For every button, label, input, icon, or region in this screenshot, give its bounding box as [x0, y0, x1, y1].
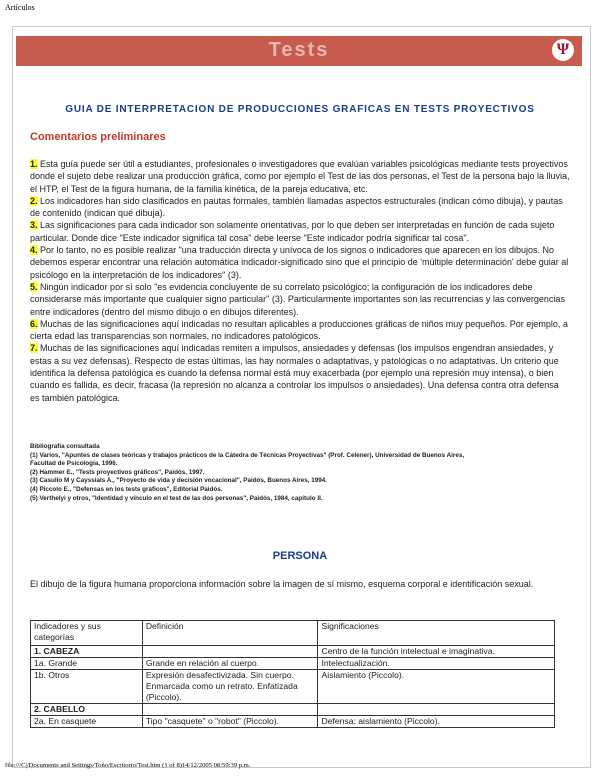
- guide-title: GUIA DE INTERPRETACION DE PRODUCCIONES GRAFICAS EN TESTS PROYECTIVOS: [65, 104, 535, 115]
- table-header-cell: Significaciones: [318, 621, 555, 646]
- intro-item: [30, 244, 570, 281]
- item-number: 2.: [30, 195, 38, 206]
- item-text: Por lo tanto, no es posible realizar "una traducción directa y unívoca de los signos o indicadores que aparecen en los dibujos. No debemos esperar encontrar una relación automática indicador-significado sino que el principio de 'múltiple determinación' debe guiar al psicólogo en la interpretación de los indicadores" (3).: [30, 245, 569, 280]
- table-row: [31, 658, 555, 670]
- item-number: 4.: [30, 245, 38, 256]
- bibliography-entry: (2) Hammer E., "Tests proyectivos gráficos", Paidós, 1997.: [30, 468, 205, 476]
- table-header-row: [31, 621, 555, 646]
- persona-title: PERSONA: [272, 550, 328, 562]
- section-heading: Comentarios preliminares: [30, 131, 166, 143]
- table-cell: Grande en relación al cuerpo.: [142, 658, 318, 670]
- table-cell: 2. CABELLO: [31, 704, 143, 716]
- table-row: [31, 716, 555, 728]
- item-text: Muchas de las significaciones aquí indicadas remiten a impulsos, ansiedades y defensas (los impulsos engendran ansiedades, y estas a su vez defensas). Respecto de estas últimas, las hay normales o adaptativas, y patológicas o no adaptativas. Un criterio que identifica la defensa patológica es cuando la defensa normal está muy exacerbada (por ejemplo una represión muy intensa), o bien cuando es fallida, es decir, fracasa (la represión no alcanza a controlar los impulsos o ansiedades). Una defensa contra otra defensa es también patológica.: [30, 343, 559, 403]
- table-cell: Expresión desafectivizada. Sin cuerpo. Enmarcada como un retrato. Enfatizada (Piccolo).: [142, 670, 318, 704]
- item-number: 6.: [30, 318, 38, 329]
- table-cell: [318, 704, 555, 716]
- bibliography-entry: (5) Verthelyi y otros, "Identidad y vínculo en el test de las dos personas", Paidós, 1984, capítulo II.: [30, 494, 323, 502]
- table-header-cell: Indicadores y sus categorías: [31, 621, 143, 646]
- table-cell: [142, 646, 318, 658]
- table-cell: 1. CABEZA: [31, 646, 143, 658]
- table-cell: 1a. Grande: [31, 658, 143, 670]
- item-number: 3.: [30, 220, 38, 231]
- table-row: [31, 670, 555, 704]
- persona-description: El dibujo de la figura humana proporciona información sobre la imagen de sí mismo, esquema corporal e identificación sexual.: [30, 579, 534, 589]
- bibliography-entry: (3) Casullo M y Cayssials A., "Proyecto de vida y decisión vocacional", Paidós, Buenos Aires, 1994.: [30, 477, 328, 485]
- indicators-table: [30, 620, 555, 728]
- intro-item: [30, 281, 570, 318]
- item-number: 5.: [30, 281, 38, 292]
- header-banner: [16, 36, 582, 66]
- table-row: [31, 704, 555, 716]
- psi-logo-icon: Ψ: [552, 39, 574, 61]
- bibliography-heading: Bibliografía consultada: [30, 443, 100, 450]
- table-cell: Defensa: aislamiento (Piccolo).: [318, 716, 555, 728]
- table-cell: Intelectualización.: [318, 658, 555, 670]
- item-text: Ningún indicador por sí solo "es evidencia concluyente de su correlato psicológico; la configuración de los indicadores debe considerarse más importante que cualquier signo particular" (3). Particularmente importantes son las recurrencias y las convergencias entre indicadores (dentro del mismo dibujo o en dibujos diferentes).: [30, 281, 565, 317]
- intro-item: [30, 158, 570, 195]
- item-text: Esta guía puede ser útil a estudiantes, profesionales o investigadores que evalúan variables psicológicas mediante tests proyectivos donde el sujeto debe realizar una producción gráfica, como por ejemplo el Test de las dos personas, el Test de la persona bajo la lluvia, el HTP, el Test de la figura humana, de la familia kinética, de la pareja educativa, etc.: [30, 159, 570, 194]
- banner-title: Tests: [268, 39, 330, 61]
- bibliography-entry: Facultad de Psicología, 1996.: [30, 460, 118, 468]
- intro-paragraphs: [30, 158, 570, 404]
- intro-item: [30, 219, 570, 244]
- table-row: [31, 646, 555, 658]
- intro-item: [30, 318, 570, 343]
- item-text: Los indicadores han sido clasificados en pautas formales, también llamadas aspectos estructurales (indican cómo dibuja), y pautas de contenido (indican qué dibuja).: [30, 195, 563, 219]
- browser-tab-title: Artículos: [5, 3, 35, 12]
- intro-item: [30, 342, 570, 403]
- bibliography-entry: (1) Varios, "Apuntes de clases teóricas y trabajos prácticos de la Cátedra de Técnicas Proyectivas" (Prof. Celener), Universidad de Buenos Aires,: [30, 451, 465, 459]
- bibliography: [30, 443, 570, 503]
- page-footer-url: file:///C|/Documents and Settings/Toño/Escritorio/Test.htm (1 of 8)14/12/2005 08:59:39 p.m.: [5, 762, 251, 769]
- item-number: 7.: [30, 343, 38, 354]
- table-cell: Tipo "casquete" o "robot" (Piccolo).: [142, 716, 318, 728]
- table-header-cell: Definición: [142, 621, 318, 646]
- table-cell: Aislamiento (Piccolo).: [318, 670, 555, 704]
- table-cell: 2a. En casquete: [31, 716, 143, 728]
- item-text: Muchas de las significaciones aquí indicadas no resultan aplicables a producciones gráficas de niños muy pequeños. Por ejemplo, a cierta edad las transparencias son normales, no indicadores patológicos.: [30, 318, 568, 342]
- table-cell: Centro de la función intelectual e imaginativa.: [318, 646, 555, 658]
- intro-item: [30, 195, 570, 220]
- table-cell: 1b. Otros: [31, 670, 143, 704]
- table-cell: [142, 704, 318, 716]
- item-number: 1.: [30, 159, 38, 169]
- item-text: Las significaciones para cada indicador son solamente orientativas, por lo que deben ser interpretadas en función de cada sujeto particular. Donde dice "Este indicador significa tal cosa" debe leerse "Este indicador podría significar tal cosa".: [30, 220, 555, 243]
- bibliography-entry: (4) Piccolo E., "Defensas en los tests gráficos", Editorial Paidós.: [30, 485, 223, 493]
